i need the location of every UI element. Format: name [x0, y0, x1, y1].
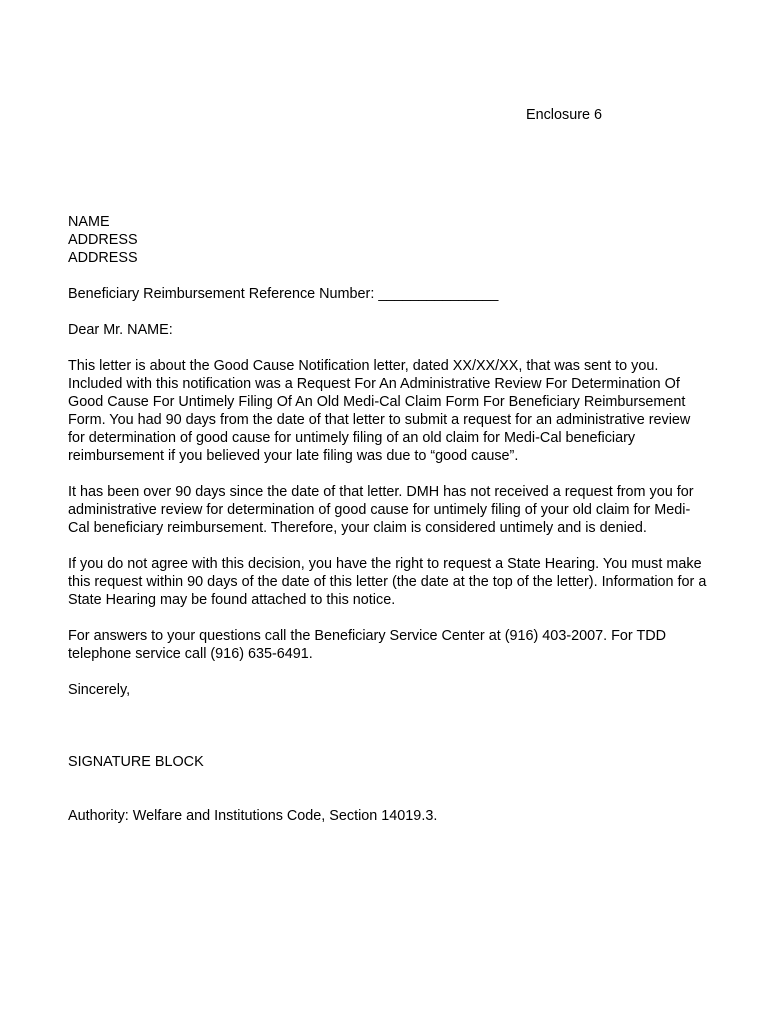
letter-body — [68, 213, 708, 825]
signature-block: SIGNATURE BLOCK — [68, 754, 204, 770]
paragraph-claim-denied: It has been over 90 days since the date of that letter. DMH has not received a request from you for administrative review for determination of good cause for untimely filing of your old claim for Medi-Cal beneficiary reimbursement. Therefore, your claim is considered untimely and is denied. — [68, 484, 694, 536]
closing: Sincerely, — [68, 682, 131, 698]
paragraph-state-hearing: If you do not agree with this decision, you have the right to request a State Hearing. You must make this request within 90 days of the date of this letter (the date at the top of the letter). Information for a State Hearing may be found attached to this notice. — [68, 556, 707, 608]
enclosure-label: Enclosure 6 — [526, 107, 602, 123]
paragraph-good-cause-notification: This letter is about the Good Cause Notification letter, dated XX/XX/XX, that was sent to you. Included with this notification was a Request For An Administrative Review For Determination Of Good Cause For Untimely Filing Of An Old Medi-Cal Claim Form For Beneficiary Reimbursement Form. You had 90 days from the date of that letter to submit a request for an administrative review for determination of good cause for untimely filing of an old claim for Medi-Cal beneficiary reimbursement if you believed your late filing was due to “good cause”. — [68, 358, 691, 464]
recipient-address-line-2: ADDRESS — [68, 250, 138, 266]
reference-number-blank: _______________ — [378, 286, 499, 302]
recipient-address-block — [68, 213, 708, 267]
paragraph-contact-info: For answers to your questions call the Beneficiary Service Center at (916) 403-2007. For TDD telephone service call (916) 635-6491. — [68, 628, 667, 662]
recipient-address-line-1: ADDRESS — [68, 232, 138, 248]
authority-citation: Authority: Welfare and Institutions Code, Section 14019.3. — [68, 808, 438, 824]
reference-number-line — [68, 285, 708, 303]
reference-number-label: Beneficiary Reimbursement Reference Number: — [68, 286, 375, 302]
salutation: Dear Mr. NAME: — [68, 322, 173, 338]
recipient-name: NAME — [68, 214, 110, 230]
